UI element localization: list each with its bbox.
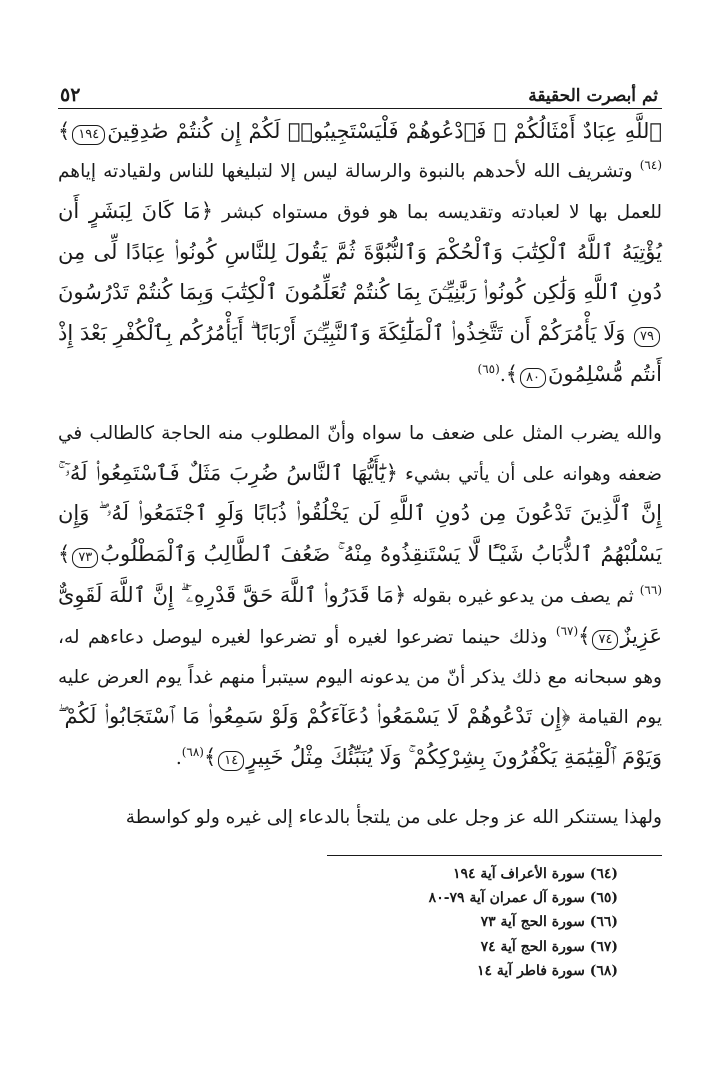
footnote: (٦٥) سورة آل عمران آية ٧٩-٨٠	[428, 890, 618, 907]
footnote: (٦٨) سورة فاطر آية ١٤	[476, 962, 618, 979]
verse-number-marker: ١٤	[218, 751, 244, 771]
quran-quote: وَلَا يَأْمُرَكُمْ أَن تَتَّخِذُوا۟ ٱلْمَلَٰٓئِكَةَ وَٱلنَّبِيِّـۧنَ أَرْبَابًا ۗ أَيَأْمُرُكُم بِٱلْكُفْرِ بَعْدَ إِذْ أَنتُم مُّسْلِمُونَ	[58, 320, 662, 386]
paragraph	[58, 112, 662, 396]
book-title: ثم أبصرت الحقيقة	[528, 86, 658, 106]
body-text-run: ولهذا يستنكر الله عز وجل على من يلتجأ بالدعاء إلى غيره ولو كواسطة	[125, 806, 662, 828]
quran-quote: ﴾	[578, 624, 591, 649]
footnote-reference: (٦٧)	[555, 624, 579, 639]
header-rule	[58, 108, 662, 109]
body-text	[58, 112, 662, 837]
body-text-run: وذلك حينما تضرعوا لغيره أو تضرعوا لغيره ليوصل دعاءهم له، وهو سبحانه مع ذلك يذكر أنّ من يدعونه اليوم سيتبرأ منهم غداً يوم العرض عليه يوم القيامة	[58, 627, 662, 729]
footnote: (٦٤) سورة الأعراف آية ١٩٤	[452, 866, 618, 882]
footnote-reference: (٦٨)	[181, 744, 204, 759]
footnote: (٦٧) سورة الحج آية ٧٤	[480, 938, 618, 955]
body-text-run: .	[499, 364, 506, 386]
page-number: ٥٢	[60, 84, 81, 106]
quran-quote: ﴾	[58, 541, 71, 566]
quran-quote: ﴿يَٰٓأَيُّهَا ٱلنَّاسُ ضُرِبَ مَثَلٌ فَٱسْتَمِعُوا۟ لَهُۥٓ ۚ إِنَّ ٱلَّذِينَ تَدْعُونَ مِن دُونِ ٱللَّهِ لَن يَخْلُقُوا۟ ذُبَابًا وَلَوِ ٱجْتَمَعُوا۟ لَهُۥ ۖ وَإِن يَسْلُبْهُمُ ٱلذُّبَابُ شَيْـًٔا لَّا يَسْتَنقِذُوهُ مِنْهُ ۚ ضَعُفَ ٱلطَّالِبُ وَٱلْمَطْلُوبُ	[58, 460, 662, 566]
quran-quote: ﴿مَا قَدَرُوا۟ ٱللَّهَ حَقَّ قَدْرِهِۦٓ ۗ إِنَّ ٱللَّهَ لَقَوِىٌّ عَزِيزٌ	[58, 582, 662, 649]
quran-quote: ﴿إِن تَدْعُوهُمْ لَا يَسْمَعُوا۟ دُعَآءَكُمْ وَلَوْ سَمِعُوا۟ مَا ٱسْتَجَابُوا۟ لَكُمْ ۖ وَيَوْمَ ٱلْقِيَٰمَةِ يَكْفُرُونَ بِشِرْكِكُمْ ۚ وَلَا يُنَبِّئُكَ مِثْلُ خَبِيرٍ	[58, 704, 662, 769]
verse-number-marker: ٨٠	[520, 368, 546, 388]
verse-number-marker: ٧٣	[72, 548, 98, 568]
footnote-reference: (٦٤)	[639, 157, 662, 172]
body-text-run: ثم يصف من يدعو غيره بقوله	[406, 585, 640, 607]
quran-quote: ﴾	[505, 361, 519, 386]
quran-quote: ﴾	[203, 744, 217, 769]
footnote: (٦٦) سورة الحج آية ٧٣	[480, 914, 618, 931]
footnote-reference: (٦٦)	[639, 582, 662, 597]
verse-number-marker: ٧٩	[634, 327, 660, 347]
running-header	[60, 74, 658, 106]
quran-quote: ﴾	[58, 119, 71, 143]
paragraph	[58, 799, 662, 838]
body-text-run: والله يضرب المثل على ضعف ما سواه وأنّ المطلوب منه الحاجة كالطالب في ضعفه وهوانه على أن يأتي بشيء	[58, 423, 662, 485]
body-text-run: وتشريف الله لأحدهم بالنبوة والرسالة ليس إلا لتبليغها للناس ولقيادته إياهم للعمل بها لا لعبادته وتقديسه بما هو فوق مستواه كبشر	[58, 160, 663, 224]
footnote-reference: (٦٥)	[477, 361, 500, 376]
footnote-rule	[327, 855, 662, 856]
quran-quote: ٱللَّهِ عِبَادٌ أَمْثَالُكُمْ ۖ فَٱدْعُوهُمْ فَلْيَسْتَجِيبُوا۟ لَكُمْ إِن كُنتُمْ صَٰدِقِينَ	[107, 119, 662, 143]
quran-quote: ﴿مَا كَانَ لِبَشَرٍ أَن يُؤْتِيَهُ ٱللَّهُ ٱلْكِتَٰبَ وَٱلْحُكْمَ وَٱلنُّبُوَّةَ ثُمَّ يَقُولَ لِلنَّاسِ كُونُوا۟ عِبَادًا لِّى مِن دُونِ ٱللَّهِ وَلَٰكِن كُونُوا۟ رَبَّٰنِيِّـۧنَ بِمَا كُنتُمْ تُعَلِّمُونَ ٱلْكِتَٰبَ وَبِمَا كُنتُمْ تَدْرُسُونَ	[58, 199, 662, 305]
verse-number-marker: ٧٤	[592, 630, 618, 650]
paragraph	[58, 415, 662, 779]
footnotes	[429, 862, 618, 983]
verse-number-marker: ١٩٤	[72, 125, 105, 145]
body-text-run: .	[175, 747, 182, 769]
